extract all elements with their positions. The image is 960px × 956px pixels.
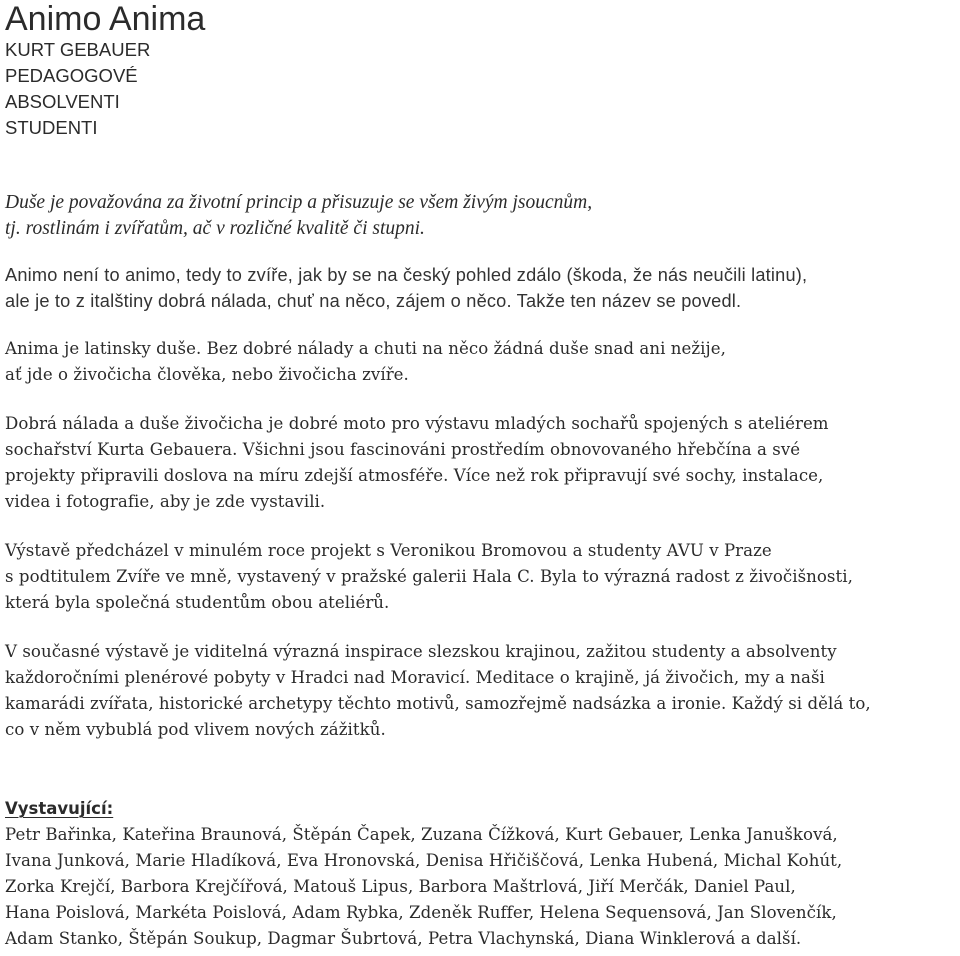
main-nav [5,37,957,141]
paragraph-animo: Animo není to animo, tedy to zvíře, jak by se na český pohled zdálo (škoda, že nás neučili latinu), ale je to z italštiny dobrá nálada, chuť na něco, zájem o něco. Takže ten název se povedl. [5,265,808,311]
nav-link-kurt-gebauer[interactable]: KURT GEBAUER [5,39,151,60]
paragraph-exhibition-motto: Dobrá nálada a duše živočicha je dobré moto pro výstavu mladých sochařů spojených s ateliérem sochařství Kurta Gebauera. Všichni jsou fascinováni prostředím obnovovaného hřebčína a své projekty připravili doslova na míru zdejší atmosféře. Více než rok připravují své sochy, instalace, videa i fotografie, aby je zde vystavili. [5,414,829,511]
nav-link-pedagogove[interactable]: PEDAGOGOVÉ [5,65,138,86]
nav-item-studenti [5,115,957,141]
exhibitors-list: Petr Bařinka, Kateřina Braunová, Štěpán Čapek, Zuzana Čížková, Kurt Gebauer, Lenka Janušková, Ivana Junková, Marie Hladíková, Eva Hronovská, Denisa Hřičiščová, Lenka Hubená, Michal Kohút, Zorka Krejčí, Barbora Krejčířová, Matouš Lipus, Barbora Maštrlová, Jiří Merčák, Daniel Paul, Hana Poislová, Markéta Poislová, Adam Rybka, Zdeněk Ruffer, Helena Sequensová, Jan Slovenčík, Adam Stanko, Štěpán Soukup, Dagmar Šubrtová, Petra Vlachynská, Diana Winklerová a další. [5,825,843,948]
nav-link-studenti[interactable]: STUDENTI [5,117,98,138]
nav-item-pedagogove [5,63,957,89]
paragraph-previous-project: Výstavě předcházel v minulém roce projekt s Veronikou Bromovou a studenty AVU v Praze s podtitulem Zvíře ve mně, vystavený v pražské galerii Hala C. Byla to výrazná radost z živočišnosti, která byla společná studentům obou ateliérů. [5,541,853,612]
nav-link-absolventi[interactable]: ABSOLVENTI [5,91,120,112]
paragraph-current-exhibition: V současné výstavě je viditelná výrazná inspirace slezskou krajinou, zažitou studenty a absolventy každoročními plenérové pobyty v Hradci nad Moravicí. Meditace o krajině, já živočich, my a naši kamarádi zvířata, historické archetypy těchto motivů, samozřejmě nadsázka a ironie. Každý si dělá to, co v něm vybublá pod vlivem nových zážitků. [5,642,871,739]
page [5,0,957,952]
site-title: Animo Anima [5,0,206,38]
nav-item-kurt-gebauer [5,37,957,63]
nav-item-absolventi [5,89,957,115]
exhibitors-heading: Vystavující: [5,799,114,818]
intro-quote: Duše je považována za životní princip a přisuzuje se všem živým jsoucnům, tj. rostlinám i zvířatům, ač v rozličné kvalitě či stupni. [5,192,593,239]
paragraph-anima: Anima je latinsky duše. Bez dobré nálady a chuti na něco žádná duše snad ani nežije, ať jde o živočicha člověka, nebo živočicha zvíře. [5,339,726,384]
